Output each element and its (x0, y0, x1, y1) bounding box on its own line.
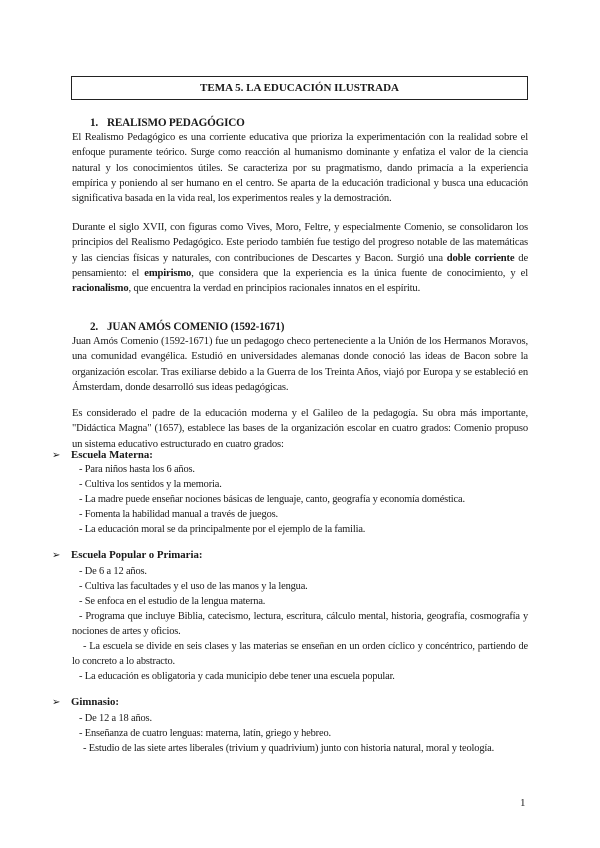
section-1-title: REALISMO PEDAGÓGICO (107, 117, 245, 129)
school-2-item: - Enseñanza de cuatro lenguas: materna, latín, griego y hebreo. (79, 728, 331, 739)
section-2-paragraph-2: Es considerado el padre de la educación moderna y el Galileo de la pedagogía. Su obra más importante, "Didáctica Magna" (1657), establece las bases de la organización escolar en cuatro grados: Comenio propuso un sistema educativo estructurado en cuatro grados: (72, 408, 528, 450)
school-1-heading (52, 549, 202, 561)
school-1-item: - Se enfoca en el estudio de la lengua materna. (79, 596, 266, 607)
p2-bold-empirismo: empirismo (144, 267, 192, 279)
section-2-paragraph-1: Juan Amós Comenio (1592-1671) fue un pedagogo checo perteneciente a la Unión de los Hermanos Moravos, una comunidad evangélica. Estudió en universidades alemanas donde conoció las ideas de Bacon sobre la organización escolar. Tras exiliarse debido a la Guerra de los Treinta Años, viajó por Europa y se estableció en Ámsterdam, donde desarrolló sus ideas pedagógicas. (72, 336, 528, 393)
page-number: 1 (520, 797, 526, 809)
school-1-item: - La educación es obligatoria y cada municipio debe tener una escuela popular. (79, 671, 395, 682)
p2-bold-doble-corriente: doble corriente (446, 252, 515, 264)
arrow-bullet-icon: ➢ (52, 697, 61, 708)
section-1-paragraph-2 (72, 220, 528, 296)
school-0-heading (52, 449, 153, 461)
school-0-item: - La madre puede enseñar nociones básicas de lenguaje, canto, geografía y economía doméstica. (79, 494, 465, 505)
section-1-number: 1. (90, 117, 98, 129)
school-1-item: - La escuela se divide en seis clases y las materias se enseñan en un orden cíclico y concéntrico, partiendo de lo concreto a lo abstracto. (72, 641, 528, 668)
school-1-item: - De 6 a 12 años. (79, 566, 147, 577)
p2-text-a: Durante el siglo XVII, con figuras como Vives, Moro, Feltre, y especialmente Comenio, se consolidaron los principios del Realismo Pedagógico. Este periodo también fue testigo del progreso notable de las matemáticas y las ciencias físicas y naturales, con contribuciones de Descartes y Bacon. Surgió una (72, 222, 528, 264)
school-0-name: Escuela Materna: (71, 449, 153, 461)
school-2-name: Gimnasio: (71, 696, 119, 708)
p2-bold-racionalismo: racionalismo (72, 283, 129, 295)
school-2-item: - Estudio de las siete artes liberales (trivium y quadrivium) junto con historia natural, moral y teología. (83, 743, 495, 754)
p2-text-c: de pensamiento: el (72, 252, 528, 279)
section-2-number: 2. (90, 321, 98, 333)
school-0-item: - La educación moral se da principalmente por el ejemplo de la familia. (79, 524, 366, 535)
school-2-heading (52, 696, 119, 708)
arrow-bullet-icon: ➢ (52, 450, 61, 461)
school-2-item: - De 12 a 18 años. (79, 713, 152, 724)
school-1-item: - Programa que incluye Biblia, catecismo, lectura, escritura, cálculo mental, historia, geografía, cosmografía y nociones de artes y oficios. (72, 611, 528, 638)
document-title: TEMA 5. LA EDUCACIÓN ILUSTRADA (71, 76, 528, 100)
section-1-heading (90, 117, 245, 129)
section-2-title: JUAN AMÓS COMENIO (1592-1671) (107, 321, 285, 333)
p2-text-d: , que considera que la experiencia es la única fuente de conocimiento, y el (191, 267, 528, 279)
school-1-name: Escuela Popular o Primaria: (71, 549, 203, 561)
school-0-item: - Para niños hasta los 6 años. (79, 464, 195, 475)
school-1-item: - Cultiva las facultades y el uso de las manos y la lengua. (79, 581, 308, 592)
p2-text-e: , que encuentra la verdad en principios racionales innatos en el espíritu. (128, 283, 421, 295)
section-2-heading (90, 321, 284, 333)
section-1-paragraph-1: El Realismo Pedagógico es una corriente educativa que prioriza la experimentación con la realidad sobre el enfoque puramente teórico. Surge como reacción al humanismo dominante y enfatiza el valor de la ciencia natural y los conocimientos útiles. Se caracteriza por su pragmatismo, dando primacía a la experiencia empírica y poniendo al ser humano en el centro. Se aparta de la educación tradicional y busca una educación significativa basada en la vida real, los experimentos reales y la demostración. (72, 132, 528, 205)
school-0-item: - Cultiva los sentidos y la memoria. (79, 479, 222, 490)
school-0-item: - Fomenta la habilidad manual a través de juegos. (79, 509, 278, 520)
arrow-bullet-icon: ➢ (52, 550, 61, 561)
